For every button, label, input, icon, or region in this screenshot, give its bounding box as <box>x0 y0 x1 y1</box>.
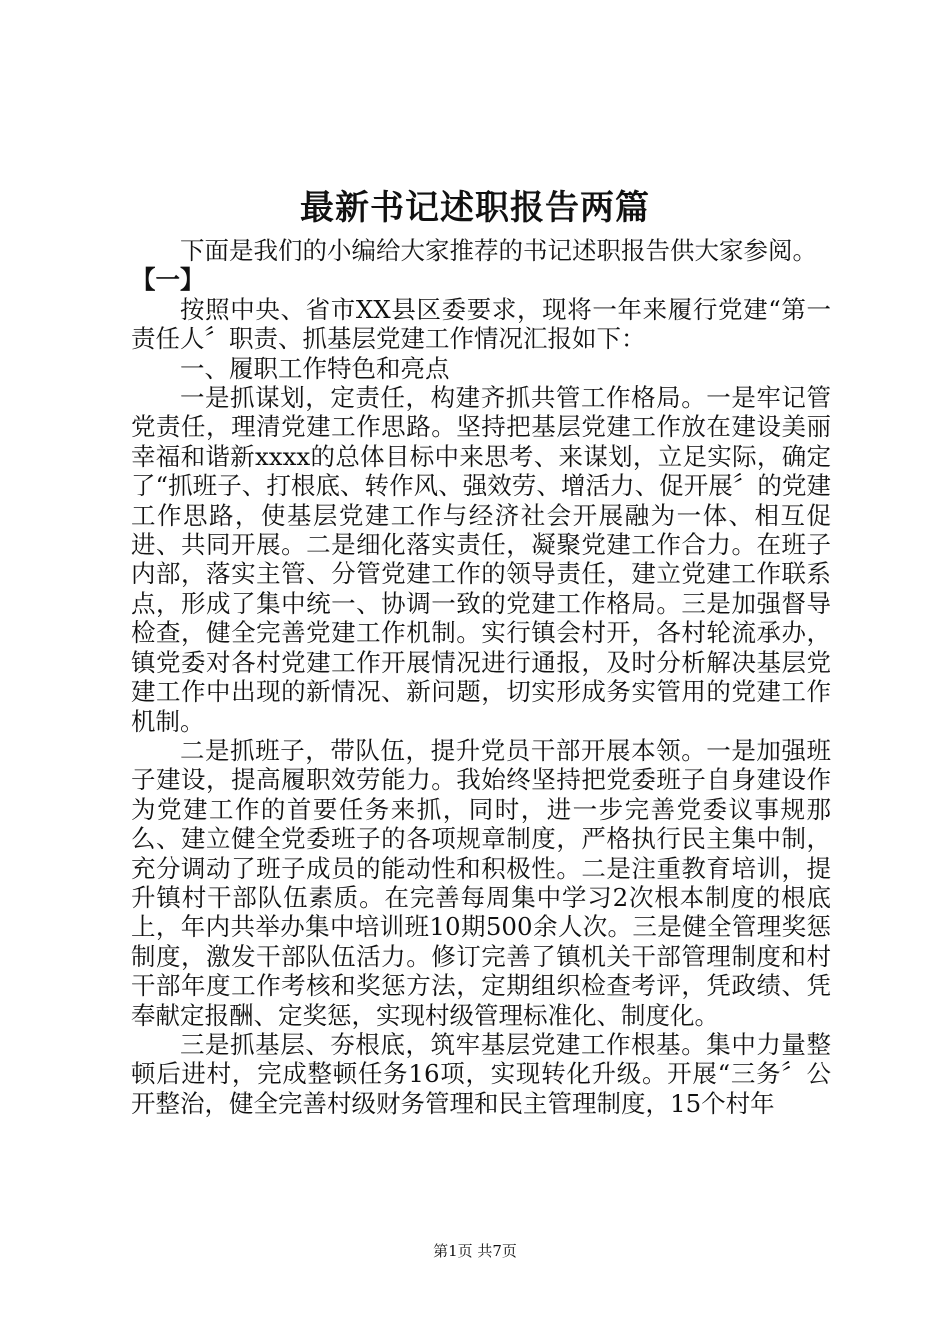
body-paragraph: 二是抓班子，带队伍，提升党员干部开展本领。一是加强班子建设，提高履职效劳能力。我始终坚持把党委班子自身建设作为党建工作的首要任务来抓，同时，进一步完善党委议事规那么、建立健全党委班子的各项规章制度，严格执行民主集中制，充分调动了班子成员的能动性和积极性。二是注重教育培训，提升镇村干部队伍素质。在完善每周集中学习2次根本制度的根底上，年内共举办集中培训班10期500余人次。三是健全管理奖惩制度，激发干部队伍活力。修订完善了镇机关干部管理制度和村干部年度工作考核和奖惩方法，定期组织检查考评，凭政绩、凭奉献定报酬、定奖惩，实现村级管理标准化、制度化。 <box>131 735 831 1030</box>
section-marker: 【一】 <box>131 265 205 295</box>
intro-paragraph: 下面是我们的小编给大家推荐的书记述职报告供大家参阅。 <box>180 236 817 265</box>
document-title: 最新书记述职报告两篇 <box>300 188 650 228</box>
page-number-footer: 第1页 共7页 <box>433 1242 517 1260</box>
body-paragraph: 按照中央、省市XX县区委要求，现将一年来履行党建“第一责任人〞职责、抓基层党建工作情况汇报如下： <box>131 294 831 354</box>
body-paragraph: 三是抓基层、夯根底，筑牢基层党建工作根基。集中力量整顿后进村，完成整顿任务16项，实现转化升级。开展“三务〞公开整治，健全完善村级财务管理和民主管理制度，15个村年 <box>131 1029 831 1118</box>
document-body <box>131 236 831 1118</box>
section-heading: 一、履职工作特色和亮点 <box>180 353 450 383</box>
body-paragraph: 一是抓谋划，定责任，构建齐抓共管工作格局。一是牢记管党责任，理清党建工作思路。坚持把基层党建工作放在建设美丽幸福和谐新xxxx的总体目标中来思考、来谋划，立足实际，确定了“抓班子、打根底、转作风、强效劳、增活力、促开展〞的党建工作思路，使基层党建工作与经济社会开展融为一体、相互促进、共同开展。二是细化落实责任，凝聚党建工作合力。在班子内部，落实主管、分管党建工作的领导责任，建立党建工作联系点，形成了集中统一、协调一致的党建工作格局。三是加强督导检查，健全完善党建工作机制。实行镇会村开，各村轮流承办，镇党委对各村党建工作开展情况进行通报，及时分析解决基层党建工作中出现的新情况、新问题，切实形成务实管用的党建工作机制。 <box>131 383 831 736</box>
